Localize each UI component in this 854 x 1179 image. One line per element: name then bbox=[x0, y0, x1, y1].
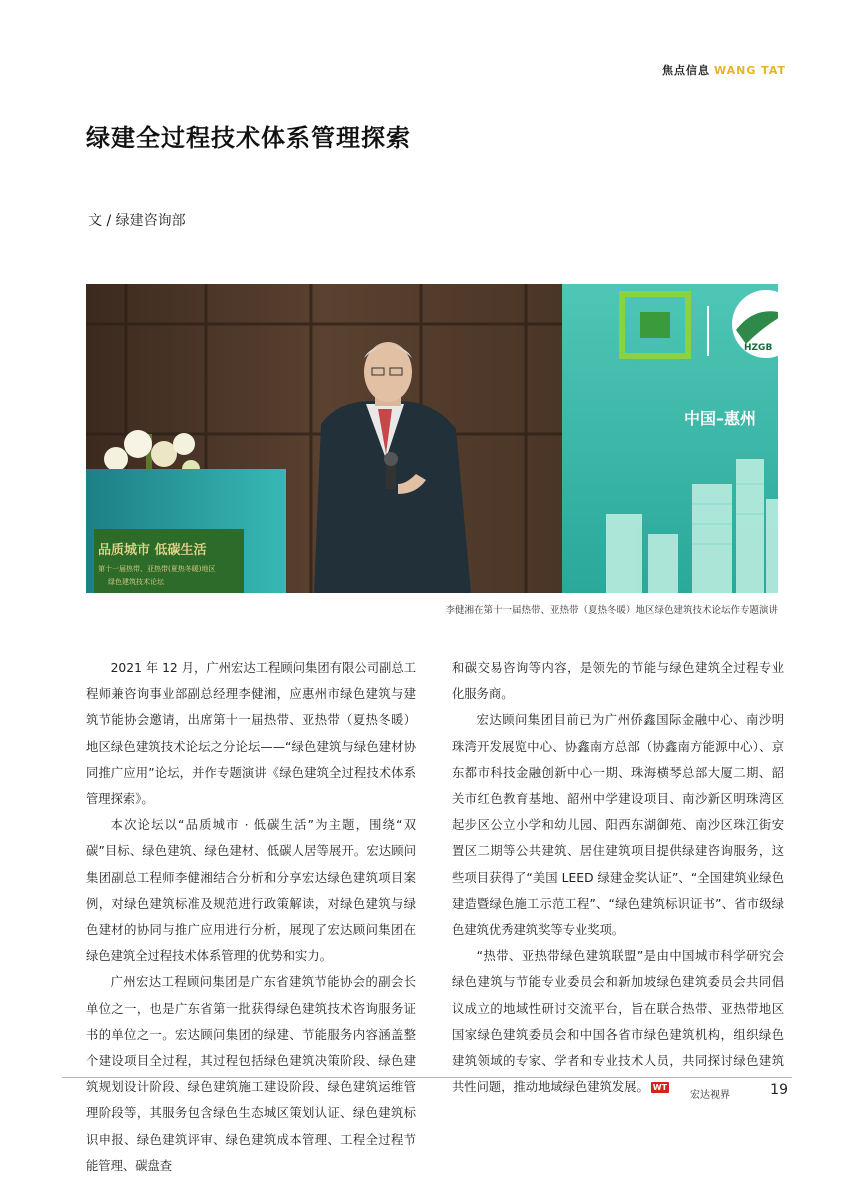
paragraph-continuation: 和碳交易咨询等内容，是领先的节能与绿色建筑全过程专业化服务商。 bbox=[452, 661, 784, 702]
screen-city-text: 中国–惠州 bbox=[684, 409, 757, 428]
end-mark-icon: WT bbox=[652, 1083, 668, 1093]
article-photo bbox=[86, 284, 778, 593]
section-header bbox=[662, 62, 786, 78]
paragraph: 本次论坛以“品质城市 · 低碳生活”为主题，围绕“双碳”目标、绿色建筑、绿色建材、低碳人居等展开。宏达顾问集团副总工程师李健湘结合分析和分享宏达绿色建筑项目案例，对绿色建筑标准及规范进行政策解读，对绿色建筑与绿色建材的协同与推广应用进行分析，展现了宏达顾问集团在绿色建筑全过程技术体系管理的优势和实力。 bbox=[86, 818, 416, 964]
brand-label: WANG TAT bbox=[713, 64, 786, 77]
left-column bbox=[86, 655, 416, 1179]
page-number: 19 bbox=[770, 1082, 788, 1098]
podium-banner-line3: 绿色建筑技术论坛 bbox=[108, 578, 164, 586]
article-title: 绿建全过程技术体系管理探索 bbox=[86, 124, 411, 152]
section-label: 焦点信息 bbox=[661, 64, 710, 77]
article-author: 文 / 绿建咨询部 bbox=[88, 213, 186, 229]
podium-banner-line1: 品质城市 低碳生活 bbox=[98, 543, 207, 558]
paragraph: 宏达顾问集团目前已为广州侨鑫国际金融中心、南沙明珠湾开发展览中心、协鑫南方总部（协鑫南方能源中心）、京东都市科技金融创新中心一期、珠海横琴总部大厦二期、韶关市红色教育基地、韶州中学建设项目、南沙新区明珠湾区起步区公立小学和幼儿园、阳西东湖御苑、南沙区珠江街安置区二期等公共建筑、居住建筑项目提供绿建咨询服务，这些项目获得了“美国 LEED 绿建金奖认证”、“全国建筑业绿色建造暨绿色施工示范工程”、“绿色建筑标识证书”、省市级绿色建筑优秀建筑奖等专业奖项。 bbox=[452, 713, 784, 938]
podium-banner-line2: 第十一届热带、亚热带(夏热冬暖)地区 bbox=[98, 565, 216, 573]
footer-divider bbox=[62, 1077, 792, 1078]
screen-logo-text: HZGB bbox=[744, 343, 773, 353]
right-column bbox=[452, 655, 784, 1100]
paragraph-text: “热带、亚热带绿色建筑联盟”是由中国城市科学研究会绿色建筑与节能专业委员会和新加坡绿色建筑委员会共同倡议成立的地域性研讨交流平台，旨在联合热带、亚热带地区国家绿色建筑委员会和中国各省市绿色建筑机构，组织绿色建筑领域的专家、学者和专业技术人员，共同探讨绿色建筑共性问题，推动地域绿色建筑发展。 bbox=[452, 949, 784, 1095]
paragraph: 2021 年 12 月，广州宏达工程顾问集团有限公司副总工程师兼咨询事业部副总经理李健湘，应惠州市绿色建筑与建筑节能协会邀请，出席第十一届热带、亚热带（夏热冬暖）地区绿色建筑技术论坛之分论坛——“绿色建筑与绿色建材协同推广应用”论坛，并作专题演讲《绿色建筑全过程技术体系管理探索》。 bbox=[86, 661, 416, 807]
paragraph: 广州宏达工程顾问集团是广东省建筑节能协会的副会长单位之一，也是广东省第一批获得绿色建筑技术咨询服务证书的单位之一。宏达顾问集团的绿建、节能服务内容涵盖整个建设项目全过程，其过程包括绿色建筑决策阶段、绿色建筑规划设计阶段、绿色建筑施工建设阶段、绿色建筑运维管理阶段等，其服务包含绿色生态城区策划认证、绿色建筑标识申报、绿色建筑评审、绿色建筑成本管理、工程全过程节能管理、碳盘查 bbox=[86, 975, 416, 1173]
photo-caption: 李健湘在第十一届热带、亚热带（夏热冬暖）地区绿色建筑技术论坛作专题演讲 bbox=[445, 605, 778, 616]
footer-publication: 宏达视界 bbox=[690, 1090, 730, 1101]
